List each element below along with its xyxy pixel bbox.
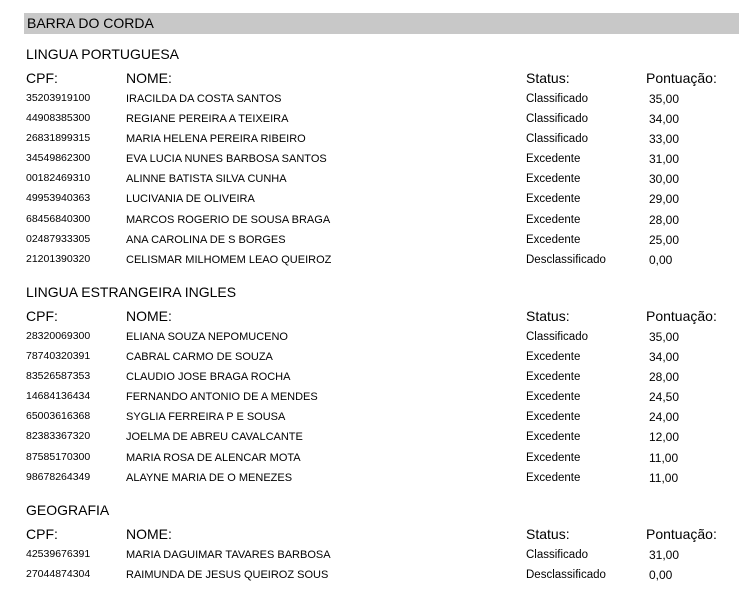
name-cell: FERNANDO ANTONIO DE A MENDES — [126, 391, 318, 404]
name-cell: CLAUDIO JOSE BRAGA ROCHA — [126, 371, 291, 384]
status-cell: Classificado — [526, 549, 588, 561]
status-cell: Excedente — [526, 431, 581, 444]
status-cell: Classificado — [526, 113, 588, 126]
status-cell: Desclassificado — [526, 569, 606, 582]
cpf-cell: 68456840300 — [26, 212, 91, 225]
score-cell: 0,00 — [649, 568, 673, 583]
name-cell: ELIANA SOUZA NEPOMUCENO — [126, 331, 288, 343]
status-cell: Desclassificado — [526, 253, 606, 266]
name-cell: CABRAL CARMO DE SOUZA — [126, 351, 273, 364]
cpf-cell: 98678264349 — [26, 470, 91, 483]
status-cell: Excedente — [526, 193, 581, 206]
status-cell: Excedente — [526, 371, 581, 384]
name-cell: JOELMA DE ABREU CAVALCANTE — [126, 431, 303, 444]
score-cell: 35,00 — [649, 330, 680, 344]
result-row — [26, 250, 739, 270]
name-cell: CELISMAR MILHOMEM LEAO QUEIROZ — [126, 253, 332, 266]
result-row — [26, 387, 739, 407]
cpf-cell: 49953940363 — [26, 192, 91, 205]
result-row — [26, 230, 739, 250]
cpf-cell: 14684136434 — [26, 390, 91, 403]
name-cell: LUCIVANIA DE OLIVEIRA — [126, 193, 255, 206]
score-cell: 28,00 — [649, 212, 680, 227]
results-list — [26, 327, 739, 488]
column-header-pontuacao: Pontuação: — [646, 70, 717, 86]
results-list — [26, 545, 739, 585]
status-cell: Excedente — [526, 173, 581, 186]
name-cell: MARCOS ROGERIO DE SOUSA BRAGA — [126, 213, 331, 226]
score-cell: 24,50 — [649, 390, 680, 405]
score-cell: 35,00 — [649, 92, 680, 106]
column-header-pontuacao: Pontuação: — [646, 308, 717, 324]
score-cell: 33,00 — [649, 132, 680, 147]
cpf-cell: 44908385300 — [26, 112, 91, 125]
result-row — [26, 347, 739, 367]
cpf-cell: 83526587353 — [26, 370, 91, 383]
cpf-cell: 00182469310 — [26, 172, 91, 185]
cpf-cell: 34549862300 — [26, 152, 91, 165]
result-row — [26, 327, 739, 347]
section-title: LINGUA PORTUGUESA — [26, 46, 180, 62]
name-cell: SYGLIA FERREIRA P E SOUSA — [126, 411, 286, 424]
score-cell: 25,00 — [649, 232, 680, 247]
results-list — [26, 89, 739, 270]
name-cell: RAIMUNDA DE JESUS QUEIROZ SOUS — [126, 569, 329, 582]
status-cell: Excedente — [526, 451, 581, 464]
name-cell: ALINNE BATISTA SILVA CUNHA — [126, 173, 287, 186]
city-header-bar — [24, 13, 739, 34]
cpf-cell: 78740320391 — [26, 350, 91, 363]
result-row — [26, 448, 739, 468]
cpf-cell: 26831899315 — [26, 132, 91, 145]
result-row — [26, 89, 739, 109]
score-cell: 30,00 — [649, 172, 680, 187]
result-row — [26, 109, 739, 129]
cpf-cell: 35203919100 — [26, 92, 91, 104]
result-row — [26, 545, 739, 565]
status-cell: Excedente — [526, 411, 581, 424]
status-cell: Excedente — [526, 213, 581, 226]
name-cell: EVA LUCIA NUNES BARBOSA SANTOS — [126, 153, 327, 166]
column-header-cpf: CPF: — [26, 526, 58, 542]
cpf-cell: 02487933305 — [26, 232, 91, 245]
result-row — [26, 565, 739, 585]
name-cell: MARIA DAGUIMAR TAVARES BARBOSA — [126, 549, 331, 561]
result-row — [26, 427, 739, 447]
column-header-cpf: CPF: — [26, 70, 58, 86]
cpf-cell: 87585170300 — [26, 450, 91, 463]
column-header-nome: NOME: — [126, 526, 172, 542]
column-header-status: Status: — [526, 70, 570, 86]
cpf-cell: 65003616368 — [26, 410, 91, 423]
score-cell: 11,00 — [649, 470, 679, 485]
score-cell: 12,00 — [649, 430, 680, 445]
result-row — [26, 189, 739, 209]
score-cell: 31,00 — [649, 548, 680, 562]
status-cell: Classificado — [526, 331, 588, 343]
column-header-pontuacao: Pontuação: — [646, 526, 717, 542]
name-cell: ANA CAROLINA DE S BORGES — [126, 233, 286, 246]
column-header-nome: NOME: — [126, 308, 172, 324]
cpf-cell: 27044874304 — [26, 568, 91, 581]
result-row — [26, 407, 739, 427]
column-header-nome: NOME: — [126, 70, 172, 86]
score-cell: 34,00 — [649, 112, 680, 127]
cpf-cell: 21201390320 — [26, 252, 91, 265]
score-cell: 11,00 — [649, 450, 679, 465]
result-row — [26, 129, 739, 149]
column-header-status: Status: — [526, 526, 570, 542]
score-cell: 0,00 — [649, 252, 673, 267]
result-row — [26, 169, 739, 189]
status-cell: Excedente — [526, 391, 581, 404]
status-cell: Excedente — [526, 153, 581, 166]
cpf-cell: 28320069300 — [26, 330, 91, 342]
section-title: LINGUA ESTRANGEIRA INGLES — [26, 284, 237, 300]
name-cell: IRACILDA DA COSTA SANTOS — [126, 93, 282, 105]
cpf-cell: 82383367320 — [26, 430, 91, 443]
score-cell: 29,00 — [649, 192, 680, 207]
column-header-status: Status: — [526, 308, 570, 324]
score-cell: 31,00 — [649, 152, 680, 167]
score-cell: 24,00 — [649, 410, 680, 425]
result-row — [26, 468, 739, 488]
status-cell: Excedente — [526, 233, 581, 246]
name-cell: MARIA HELENA PEREIRA RIBEIRO — [126, 133, 306, 146]
result-row — [26, 149, 739, 169]
score-cell: 34,00 — [649, 350, 680, 365]
name-cell: MARIA ROSA DE ALENCAR MOTA — [126, 451, 301, 464]
status-cell: Classificado — [526, 133, 588, 146]
column-header-cpf: CPF: — [26, 308, 58, 324]
city-title: BARRA DO CORDA — [27, 15, 154, 31]
section-title: GEOGRAFIA — [26, 502, 110, 518]
status-cell: Excedente — [526, 351, 581, 364]
cpf-cell: 42539676391 — [26, 548, 91, 560]
status-cell: Classificado — [526, 93, 588, 105]
name-cell: REGIANE PEREIRA A TEIXEIRA — [126, 113, 289, 126]
status-cell: Excedente — [526, 471, 581, 484]
result-row — [26, 210, 739, 230]
name-cell: ALAYNE MARIA DE O MENEZES — [126, 471, 293, 484]
score-cell: 28,00 — [649, 370, 680, 385]
result-row — [26, 367, 739, 387]
